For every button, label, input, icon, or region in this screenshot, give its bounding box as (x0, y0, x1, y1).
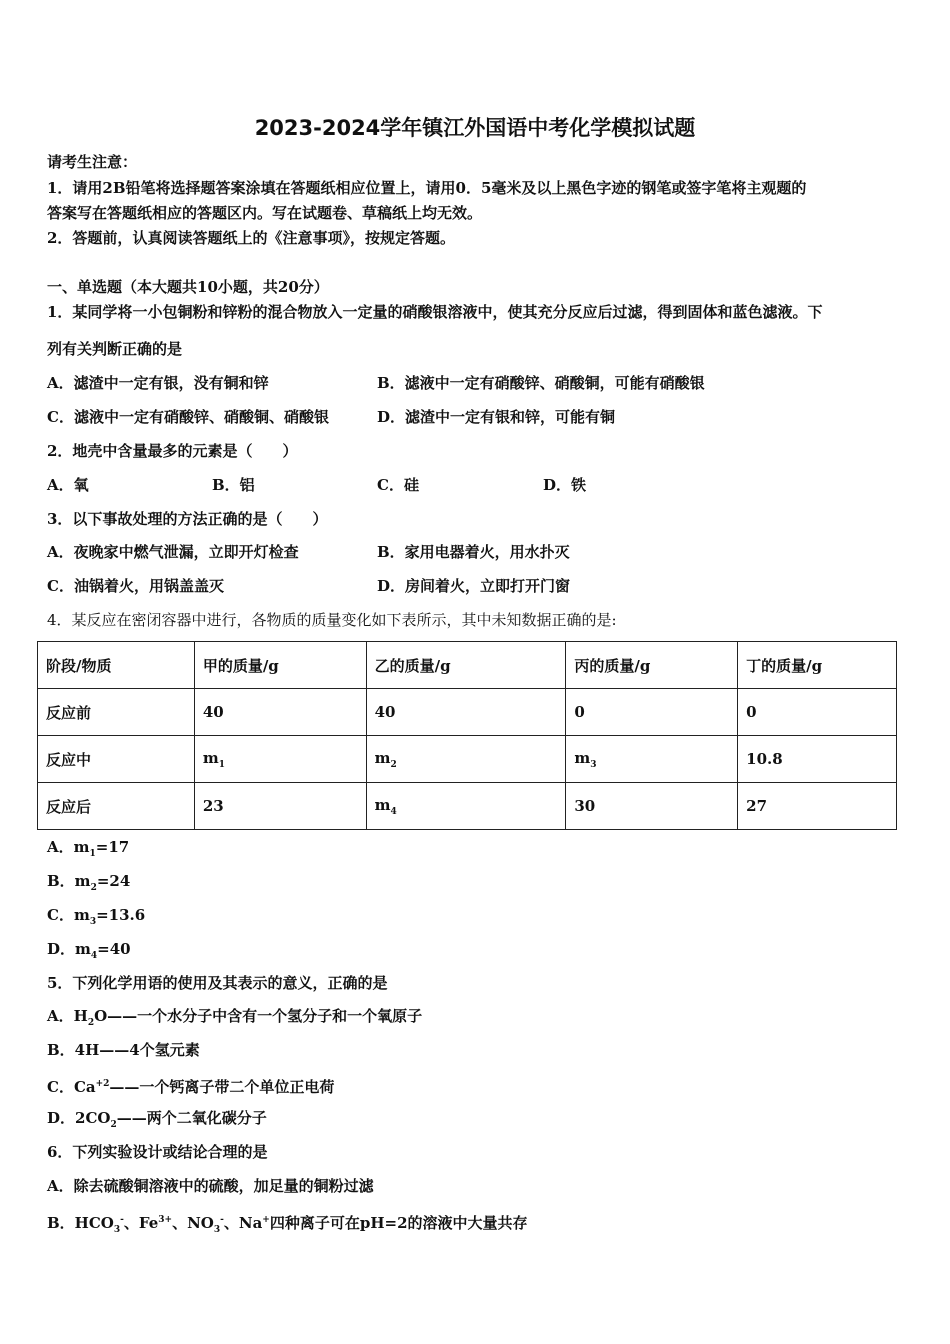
table-cell (366, 736, 566, 783)
option-superscript: - (120, 1215, 124, 1225)
option-text: B．HCO (47, 1214, 114, 1232)
table-cell: 40 (366, 689, 566, 736)
q3-option-b: B．家用电器着火，用水扑灭 (377, 543, 570, 561)
option-subscript: 3 (213, 1225, 221, 1235)
option-text: D．2CO (47, 1109, 111, 1127)
table-cell: 反应前 (38, 689, 195, 736)
option-subscript: 1 (89, 849, 96, 859)
q2-option-d: D．铁 (543, 476, 587, 494)
q6-option-a: A．除去硫酸铜溶液中的硫酸，加足量的铜粉过滤 (47, 1177, 374, 1195)
q6-option-b (47, 1210, 528, 1240)
option-text: ——一个钙离子带二个单位正电荷 (109, 1078, 335, 1096)
table-header-cell: 丙的质量/g (566, 642, 738, 689)
q4-option-a (47, 837, 129, 864)
q3-stem: 3．以下事故处理的方法正确的是（ ） (47, 510, 328, 528)
q5-stem: 5．下列化学用语的使用及其表示的意义，正确的是 (47, 974, 388, 992)
q1-option-b: B．滤液中一定有硝酸锌、硝酸铜，可能有硝酸银 (377, 374, 705, 392)
table-row (38, 783, 897, 830)
q5-option-c (47, 1074, 334, 1097)
q5-option-b: B．4H——4个氢元素 (47, 1041, 200, 1059)
table-cell: 40 (194, 689, 366, 736)
option-subscript: 2 (87, 1018, 95, 1028)
option-text: 、Na (223, 1214, 263, 1232)
option-text: O——一个水分子中含有一个氢分子和一个氧原子 (94, 1007, 423, 1025)
section-heading: 一、单选题（本大题共10小题，共20分） (47, 278, 329, 296)
q1-stem-line1: 1．某同学将一小包铜粉和锌粉的混合物放入一定量的硝酸银溶液中，使其充分反应后过滤，得到固体和蓝色滤液。下 (47, 303, 823, 321)
table-cell: 反应后 (38, 783, 195, 830)
table-row (38, 736, 897, 783)
table-cell: 27 (738, 783, 897, 830)
notice-line-1: 1．请用2B铅笔将选择题答案涂填在答题纸相应位置上，请用0．5毫米及以上黑色字迹的钢笔或签字笔将主观题的 (47, 179, 807, 197)
option-text: A．H (47, 1007, 88, 1025)
option-superscript: 3+ (158, 1215, 173, 1225)
q3-option-d: D．房间着火，立即打开门窗 (377, 577, 571, 595)
mass-change-table (37, 641, 897, 830)
notice-line-2: 答案写在答题纸相应的答题区内。写在试题卷、草稿纸上均无效。 (47, 204, 483, 222)
option-subscript: 3 (113, 1225, 121, 1235)
table-cell: 23 (194, 783, 366, 830)
option-subscript: 2 (90, 883, 97, 893)
mass-subscript: 2 (390, 759, 397, 770)
mass-symbol: m (574, 748, 591, 767)
option-text: 、Fe (123, 1214, 159, 1232)
q1-stem-line2: 列有关判断正确的是 (47, 340, 183, 358)
option-superscript: - (220, 1215, 224, 1225)
option-text: A．m (47, 838, 90, 856)
table-row (38, 689, 897, 736)
q4-stem: 4．某反应在密闭容器中进行，各物质的质量变化如下表所示，其中未知数据正确的是: (47, 611, 617, 629)
option-text: B．m (47, 872, 91, 890)
q2-option-c: C．硅 (377, 476, 419, 494)
q3-option-c: C．油锅着火，用锅盖盖灭 (47, 577, 224, 595)
q2-option-b: B．铝 (212, 476, 255, 494)
mass-subscript: 3 (590, 759, 597, 770)
option-subscript: 2 (110, 1120, 117, 1130)
table-cell: 10.8 (738, 736, 897, 783)
option-text: D．m (47, 940, 91, 958)
q1-option-d: D．滤渣中一定有银和锌，可能有铜 (377, 408, 616, 426)
option-superscript: +2 (95, 1079, 110, 1089)
table-header-cell: 阶段/物质 (38, 642, 195, 689)
table-cell (566, 736, 738, 783)
option-text: C．Ca (47, 1078, 96, 1096)
q4-option-c (47, 905, 145, 932)
mass-symbol: m (202, 748, 219, 767)
option-superscript: + (262, 1215, 270, 1225)
q2-option-a: A．氧 (47, 476, 89, 494)
table-cell: 0 (738, 689, 897, 736)
table-header-cell: 丁的质量/g (738, 642, 897, 689)
option-subscript: 3 (89, 917, 97, 927)
table-cell: 0 (566, 689, 738, 736)
mass-subscript: 4 (390, 806, 397, 817)
q3-option-a: A．夜晚家中燃气泄漏，立即开灯检查 (47, 543, 299, 561)
page-title: 2023-2024学年镇江外国语中考化学模拟试题 (254, 116, 696, 140)
q4-option-b (47, 871, 130, 898)
option-text: C．m (47, 906, 90, 924)
option-text: =13.6 (96, 906, 146, 924)
option-text: =40 (97, 940, 131, 958)
table-header-cell: 甲的质量/g (194, 642, 366, 689)
q5-option-d (47, 1108, 267, 1135)
table-header-cell: 乙的质量/g (366, 642, 566, 689)
q1-option-c: C．滤液中一定有硝酸锌、硝酸铜、硝酸银 (47, 408, 329, 426)
q5-option-a (47, 1006, 422, 1033)
option-text: =17 (95, 838, 130, 856)
q6-stem: 6．下列实验设计或结论合理的是 (47, 1143, 268, 1161)
notice-heading: 请考生注意： (47, 153, 138, 171)
table-cell (366, 783, 566, 830)
mass-subscript: 1 (218, 759, 225, 770)
table-cell (194, 736, 366, 783)
option-subscript: 4 (90, 951, 98, 961)
table-header-row (38, 642, 897, 689)
option-text: =24 (96, 872, 131, 890)
option-text: 、NO (172, 1214, 214, 1232)
table-cell: 反应中 (38, 736, 195, 783)
option-text: 四种离子可在pH=2的溶液中大量共存 (269, 1214, 528, 1232)
q2-stem: 2．地壳中含量最多的元素是（ ） (47, 442, 298, 460)
option-text: ——两个二氧化碳分子 (116, 1109, 267, 1127)
q1-option-a: A．滤渣中一定有银，没有铜和锌 (47, 374, 269, 392)
mass-symbol: m (374, 748, 391, 767)
table-cell: 30 (566, 783, 738, 830)
q4-option-d (47, 939, 131, 966)
notice-line-3: 2．答题前，认真阅读答题纸上的《注意事项》，按规定答题。 (47, 229, 455, 247)
mass-symbol: m (374, 795, 391, 814)
